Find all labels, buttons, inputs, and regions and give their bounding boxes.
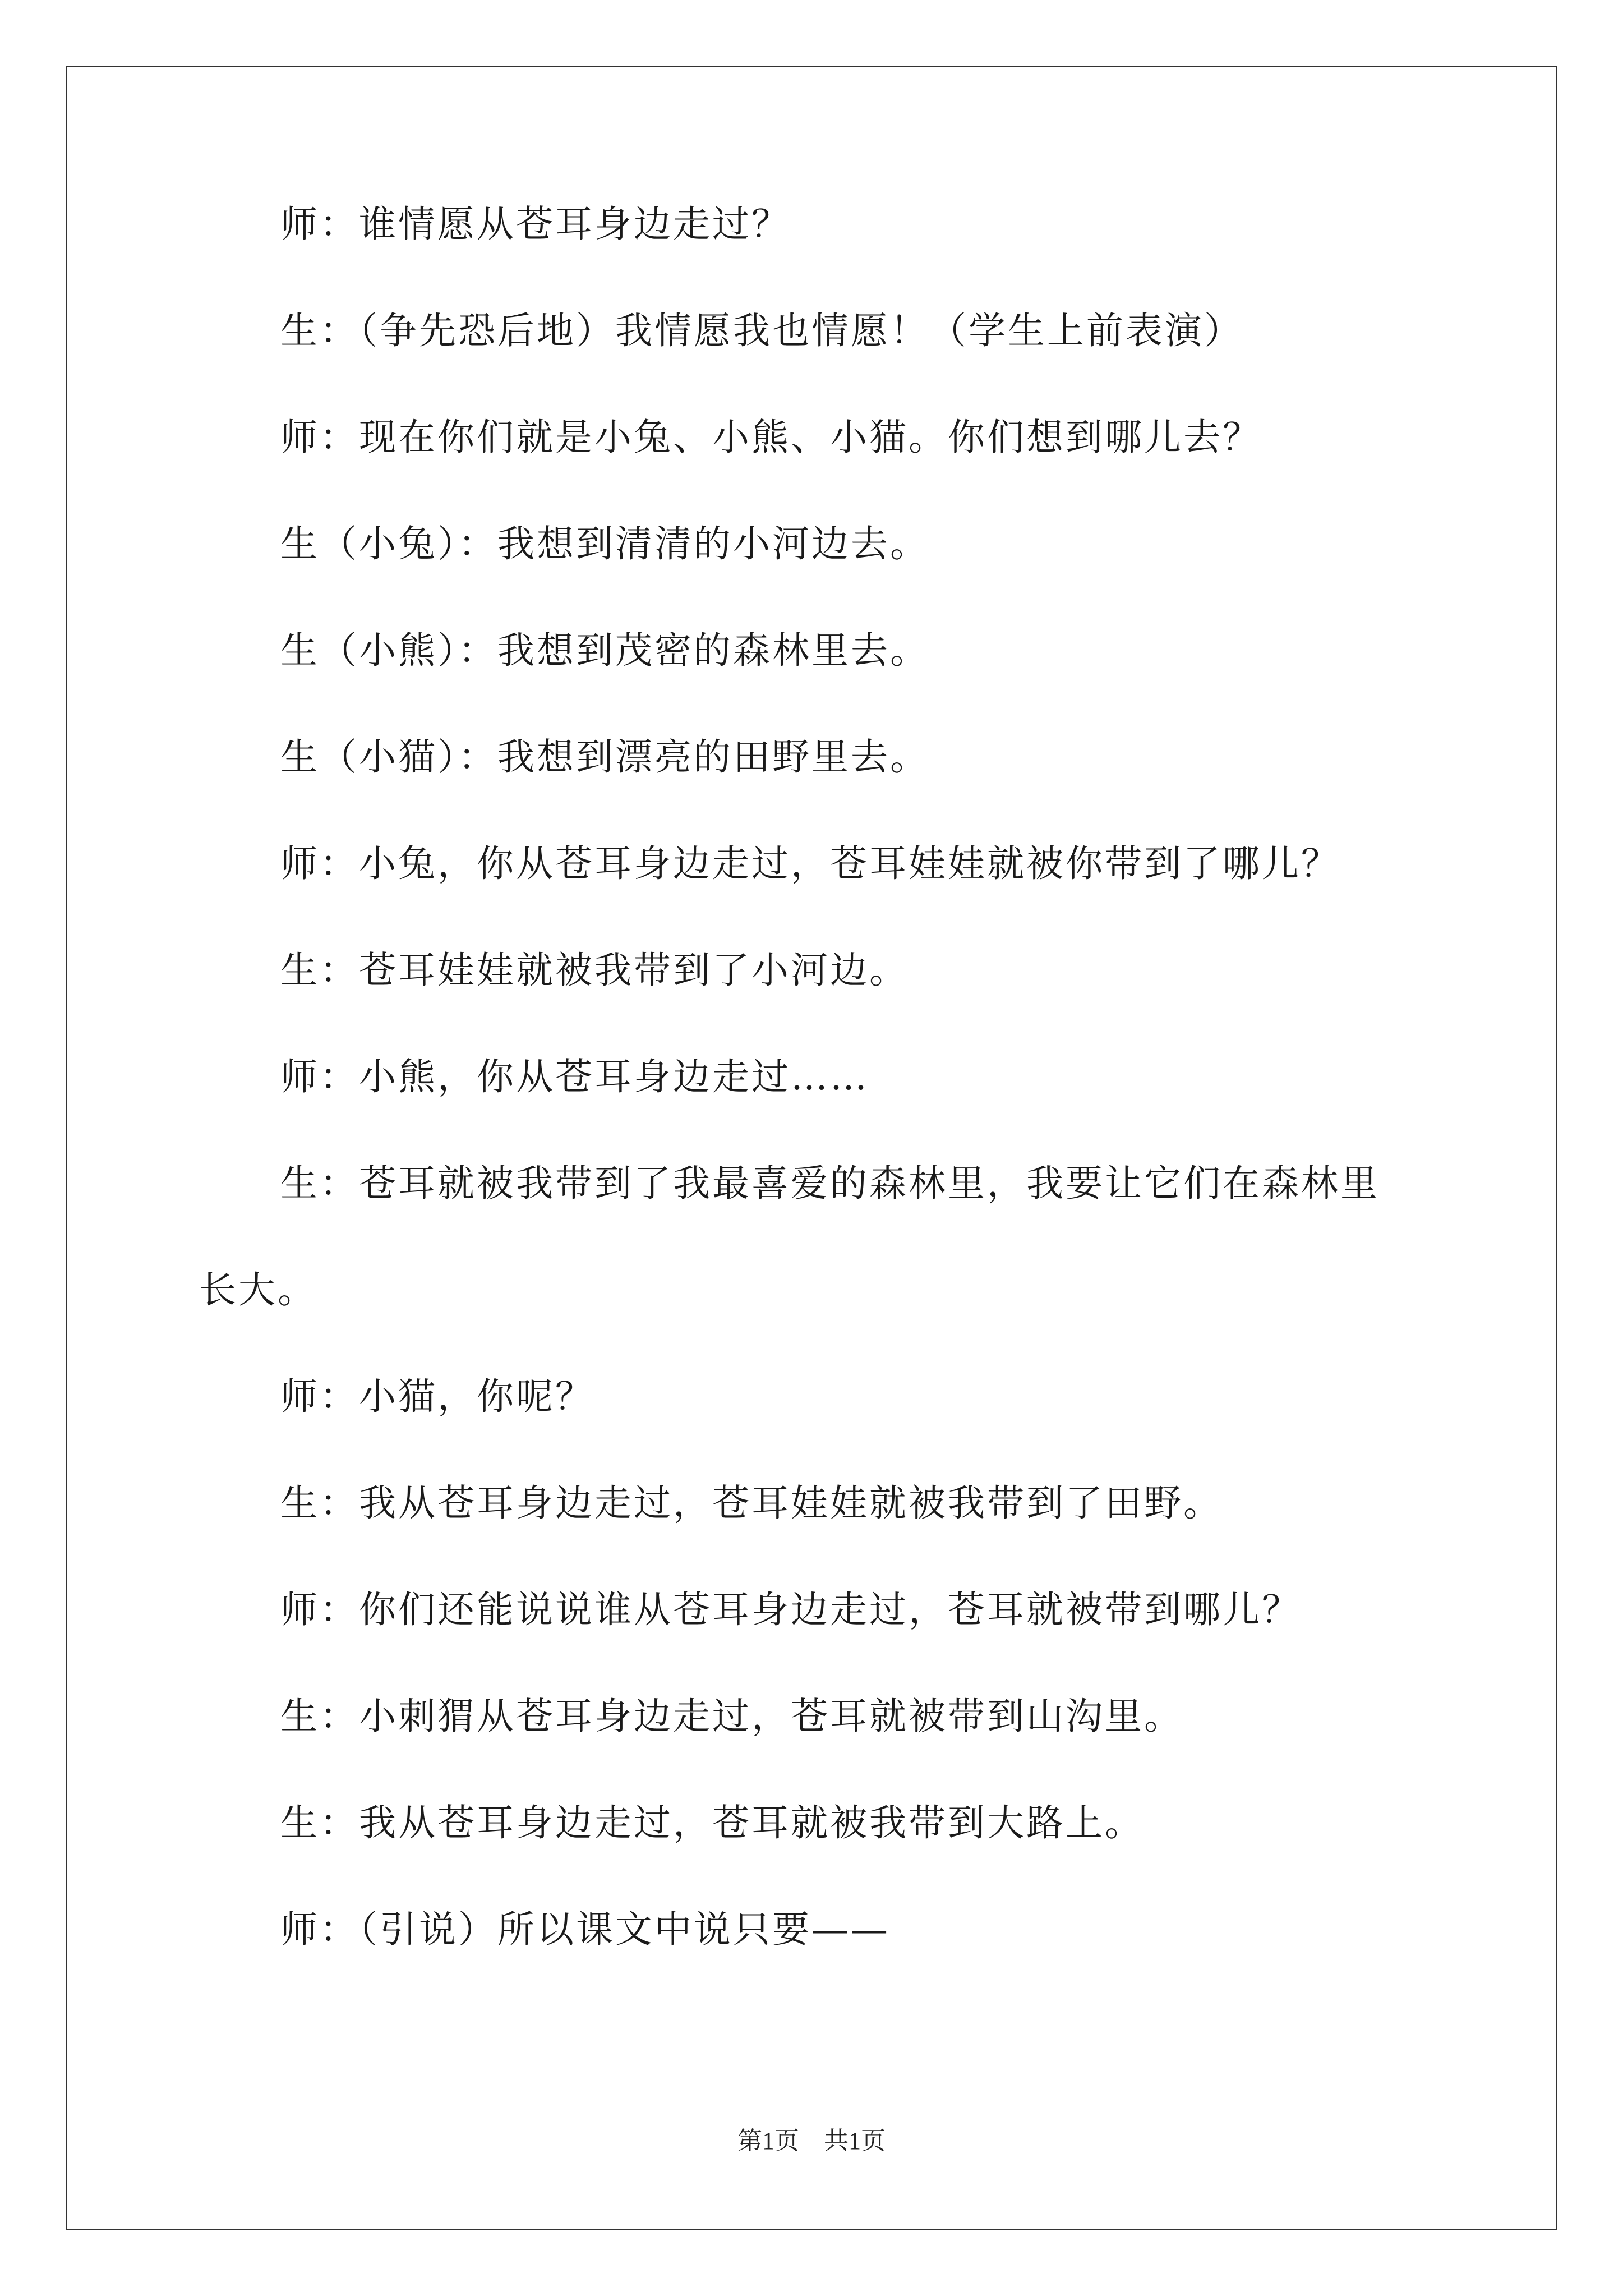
paragraph-line: 师：小兔，你从苍耳身边走过，苍耳娃娃就被你带到了哪儿？ <box>280 842 1340 885</box>
paragraph-line: 生：苍耳就被我带到了我最喜爱的森林里，我要让它们在森林里 <box>280 1162 1380 1205</box>
paragraph-line: 生：我从苍耳身边走过，苍耳就被我带到大路上。 <box>280 1801 1144 1844</box>
paragraph-line-continuation: 长大。 <box>199 1268 317 1312</box>
paragraph-line: 师：你们还能说说谁从苍耳身边走过，苍耳就被带到哪儿？ <box>280 1588 1301 1631</box>
paragraph-line: 师：现在你们就是小兔、小熊、小猫。你们想到哪儿去？ <box>280 416 1262 459</box>
paragraph-line: 师：（引说）所以课文中说只要—— <box>280 1908 890 1951</box>
page-footer: 第1页 共1页 <box>737 2127 886 2155</box>
paragraph-line: 生：（争先恐后地）我情愿我也情愿！（学生上前表演） <box>280 309 1243 352</box>
paragraph-line: 师：小猫，你呢？ <box>280 1375 594 1418</box>
paragraph-line: 生：我从苍耳身边走过，苍耳娃娃就被我带到了田野。 <box>280 1481 1223 1525</box>
paragraph-line: 生（小猫）：我想到漂亮的田野里去。 <box>280 735 929 779</box>
paragraph-line: 生（小熊）：我想到茂密的森林里去。 <box>280 629 929 672</box>
paragraph-line: 生（小兔）：我想到清清的小河边去。 <box>280 522 929 565</box>
paragraph-line: 生：苍耳娃娃就被我带到了小河边。 <box>280 949 909 992</box>
paragraph-line: 生：小刺猬从苍耳身边走过，苍耳就被带到山沟里。 <box>280 1695 1183 1738</box>
paragraph-line: 师：小熊，你从苍耳身边走过…… <box>280 1055 869 1098</box>
paragraph-line: 师：谁情愿从苍耳身边走过？ <box>280 203 791 246</box>
